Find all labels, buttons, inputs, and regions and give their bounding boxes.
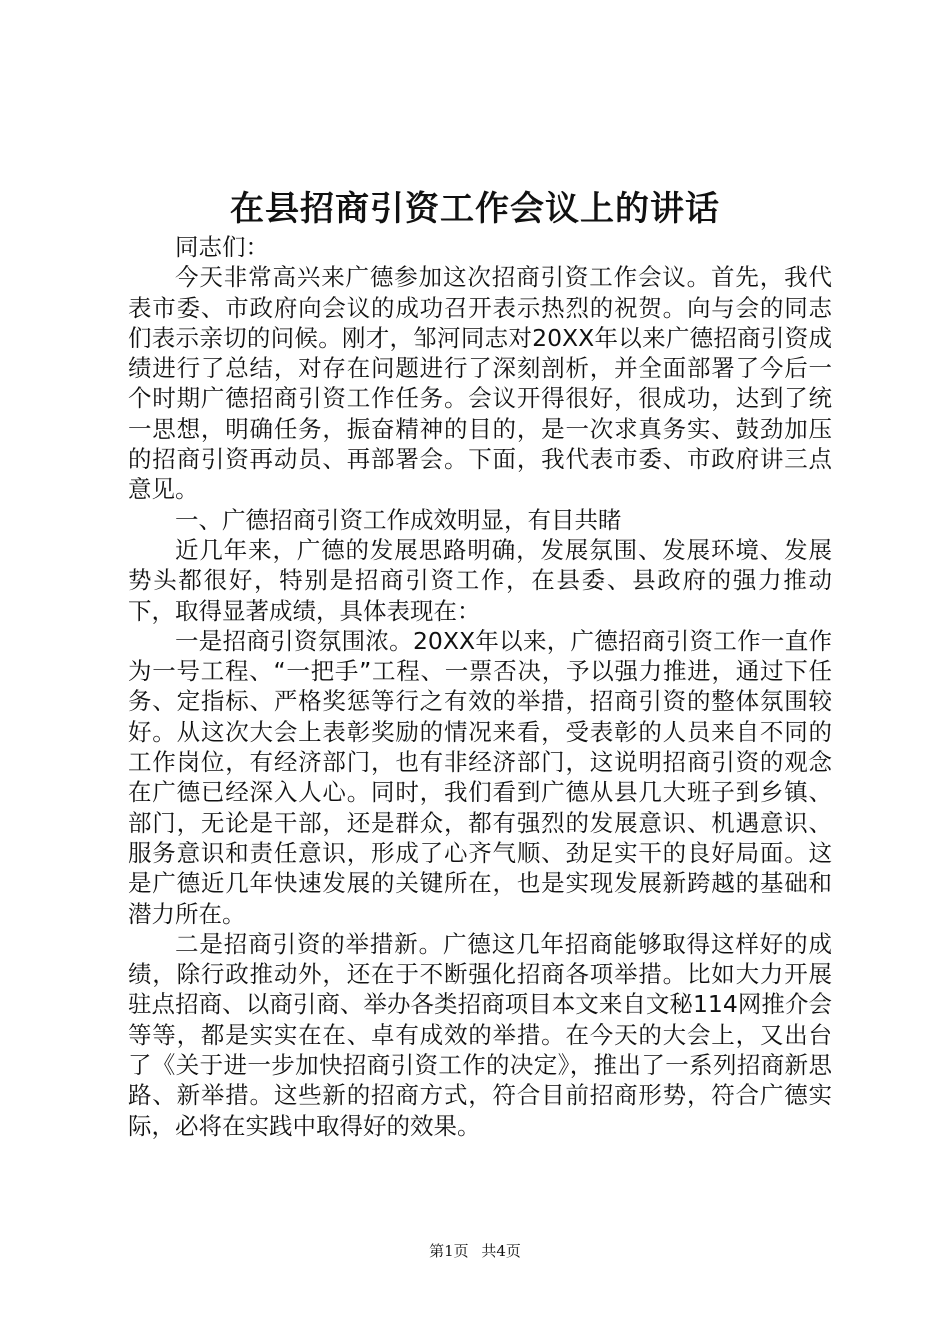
page-footer bbox=[0, 1240, 950, 1262]
page-total: 共4页 bbox=[481, 1242, 521, 1260]
paragraph-point-2: 二是招商引资的举措新。广德这几年招商能够取得这样好的成绩，除行政推动外，还在于不断强化招商各项举措。比如大力开展驻点招商、以商引商、举办各类招商项目本文来自文秘114网推介会等等，都是实实在在、卓有成效的举措。在今天的大会上，又出台了《关于进一步加快招商引资工作的决定》，推出了一系列招商新思路、新举措。这些新的招商方式，符合目前招商形势，符合广德实际，必将在实践中取得好的效果。 bbox=[128, 929, 832, 1140]
section-heading-1: 一、广德招商引资工作成效明显，有目共睹 bbox=[175, 505, 622, 534]
page-number: 第1页 bbox=[429, 1242, 469, 1260]
paragraph-overview: 近几年来，广德的发展思路明确，发展氛围、发展环境、发展势头都很好，特别是招商引资工作，在县委、县政府的强力推动下，取得显著成绩，具体表现在： bbox=[128, 535, 832, 625]
paragraph-opening: 今天非常高兴来广德参加这次招商引资工作会议。首先，我代表市委、市政府向会议的成功召开表示热烈的祝贺。向与会的同志们表示亲切的问候。刚才，邹河同志对20XX年以来广德招商引资成绩进行了总结，对存在问题进行了深刻剖析，并全面部署了今后一个时期广德招商引资工作任务。会议开得很好，很成功，达到了统一思想，明确任务，振奋精神的目的，是一次求真务实、鼓劲加压的招商引资再动员、再部署会。下面，我代表市委、市政府讲三点意见。 bbox=[128, 263, 832, 504]
document-title: 在县招商引资工作会议上的讲话 bbox=[230, 189, 720, 229]
salutation: 同志们： bbox=[175, 233, 269, 261]
paragraph-point-1: 一是招商引资氛围浓。20XX年以来，广德招商引资工作一直作为一号工程、“一把手”工程、一票否决，予以强力推进，通过下任务、定指标、严格奖惩等行之有效的举措，招商引资的整体氛围较好。从这次大会上表彰奖励的情况来看，受表彰的人员来自不同的工作岗位，有经济部门，也有非经济部门，这说明招商引资的观念在广德已经深入人心。同时，我们看到广德从县几大班子到乡镇、部门，无论是干部，还是群众，都有强烈的发展意识、机遇意识、服务意识和责任意识，形成了心齐气顺、劲足实干的良好局面。这是广德近几年快速发展的关键所在，也是实现发展新跨越的基础和潜力所在。 bbox=[128, 626, 832, 928]
document-body bbox=[128, 232, 832, 1141]
